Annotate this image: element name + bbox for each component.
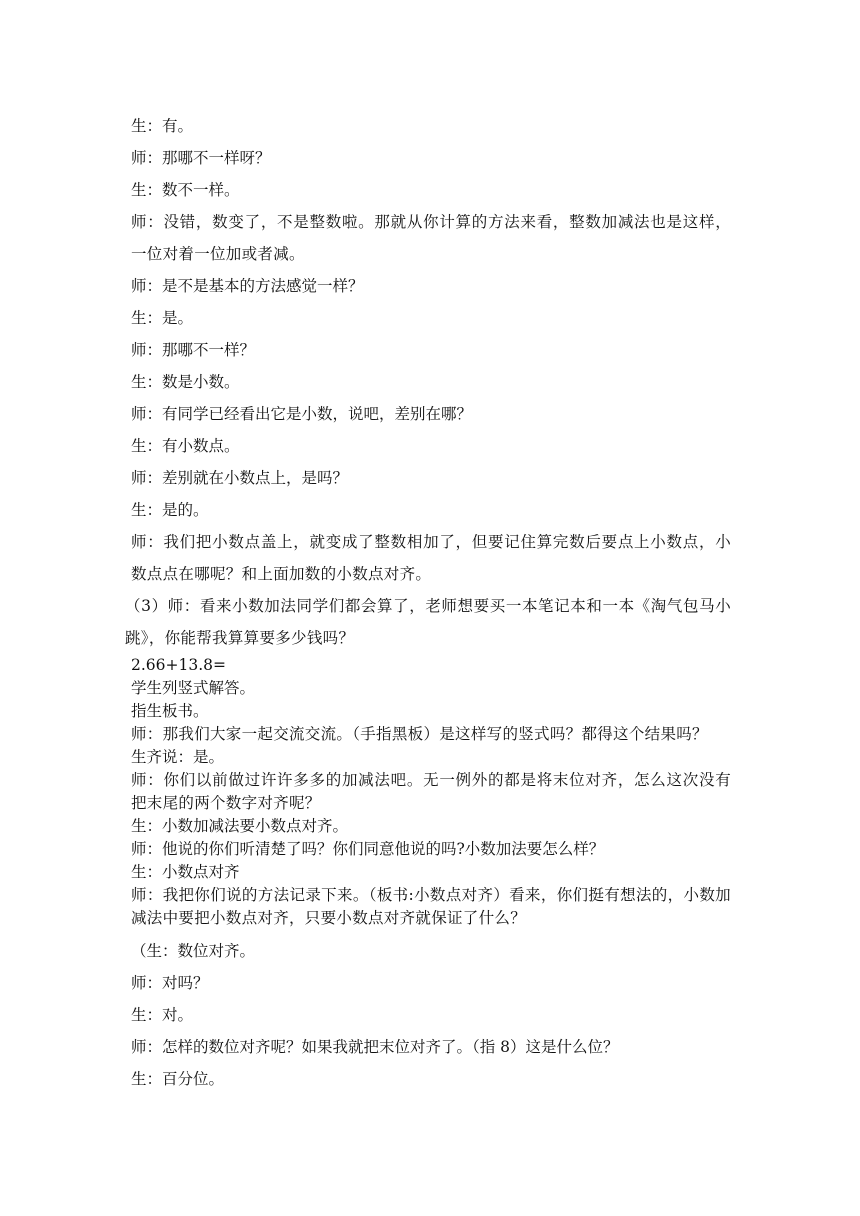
paragraph: 师：我们把小数点盖上，就变成了整数相加了，但要记住算完数后要点上小数点，小数点点在哪呢？和上面加数的小数点对齐。 (131, 533, 731, 583)
paragraph: 师：怎样的数位对齐呢？如果我就把末位对齐了。（指 8）这是什么位？ (131, 1038, 619, 1056)
paragraph: 师：差别就在小数点上，是吗？ (131, 469, 349, 487)
paragraph: 生：数不一样。 (131, 181, 240, 199)
paragraph: 师：那哪不一样？ (131, 341, 256, 359)
paragraph: 生：数是小数。 (131, 373, 240, 391)
paragraph: 师：我把你们说的方法记录下来。（板书:小数点对齐）看来，你们挺有想法的，小数加减法中要把小数点对齐，只要小数点对齐就保证了什么？ (131, 886, 731, 927)
paragraph: 师：是不是基本的方法感觉一样？ (131, 277, 364, 295)
paragraph: 学生列竖式解答。 (131, 679, 256, 697)
paragraph: 生齐说：是。 (131, 748, 225, 766)
paragraph: 师：有同学已经看出它是小数，说吧，差别在哪？ (131, 405, 473, 423)
paragraph: 师：他说的你们听清楚了吗？你们同意他说的吗?小数加法要怎么样？ (131, 840, 605, 858)
paragraph: 生：小数加减法要小数点对齐。 (131, 817, 349, 835)
paragraph: 师：没错，数变了，不是整数啦。那就从你计算的方法来看，整数加减法也是这样，一位对着一位加或者减。 (131, 213, 731, 263)
paragraph: 生：百分位。 (131, 1070, 225, 1088)
paragraph: 师：对吗？ (131, 974, 209, 992)
paragraph: 师：那哪不一样呀？ (131, 149, 271, 167)
paragraph: 指生板书。 (131, 702, 209, 720)
paragraph: （3）师：看来小数加法同学们都会算了，老师想要买一本笔记本和一本《淘气包马小跳》，你能帮我算算要多少钱吗？ (125, 597, 731, 647)
document-body (125, 110, 731, 1095)
paragraph: 生：是的。 (131, 501, 209, 519)
paragraph: 生：小数点对齐 (131, 863, 240, 881)
paragraph: 师：那我们大家一起交流交流。（手指黑板）是这样写的竖式吗？都得这个结果吗？ (131, 725, 708, 743)
paragraph: 生：对。 (131, 1006, 194, 1024)
paragraph: 生：是。 (131, 309, 194, 327)
paragraph: 生：有。 (131, 117, 194, 135)
equation: 2.66+13.8= (131, 656, 226, 674)
paragraph: （生：数位对齐。 (131, 942, 256, 960)
paragraph: 师：你们以前做过许许多多的加减法吧。无一例外的都是将末位对齐，怎么这次没有把末尾的两个数字对齐呢？ (131, 771, 731, 812)
paragraph: 生：有小数点。 (131, 437, 240, 455)
